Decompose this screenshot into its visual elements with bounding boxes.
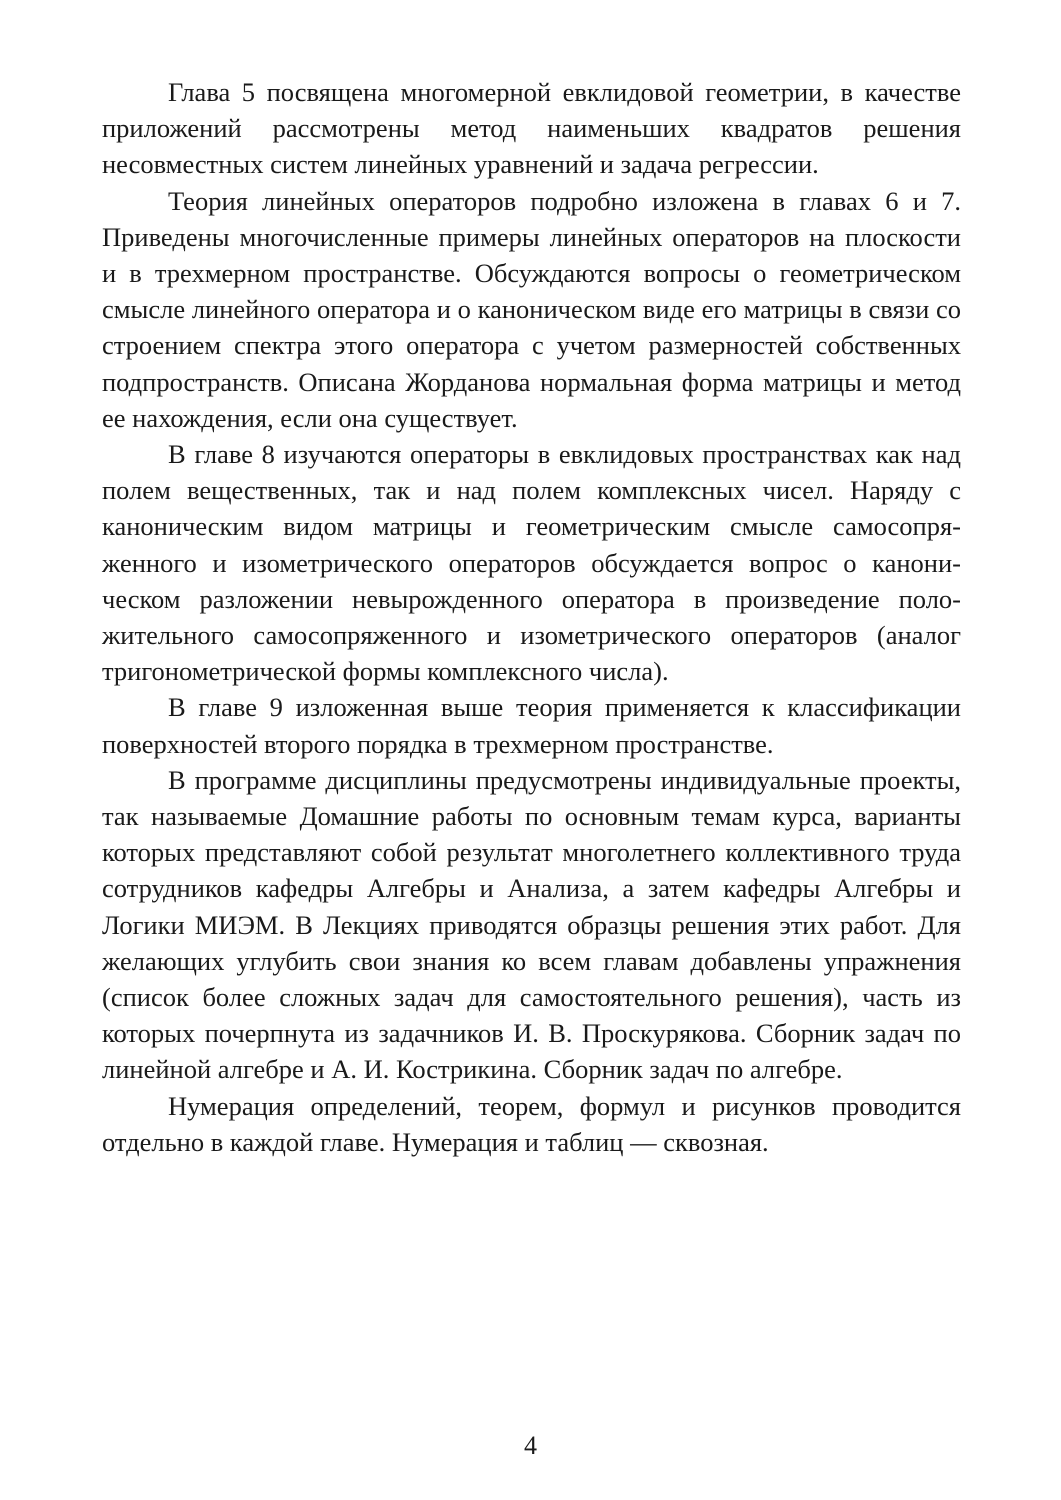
page-number: 4 xyxy=(524,1431,537,1460)
paragraph-chapter-8: В главе 8 изучаются операторы в евклидовых пространствах как над полем вещественных, так и над полем комплексных чисел. Наряду с каноническим видом матрицы и геометрическим смысле самосопряженного и изометрического операторов обсуждается вопрос о каноническом разложении невырожденного оператора в произведение положительного самосопряженного и изометрического операторов (аналог тригонометрической формы комплексного числа). xyxy=(102,439,961,687)
paragraph-chapter-9: В главе 9 изложенная выше теория применяется к классификации поверхностей второго порядка в трехмерном пространстве. xyxy=(102,692,961,759)
paragraph-chapters-6-7: Теория линейных операторов подробно изложена в главах 6 и 7. Приведены многочисленные примеры линейных операторов на плоскости и в трехмерном пространстве. Обсуждаются вопросы о геометрическом смысле линейного оператора и о каноническом виде его матрицы в связи со строением спектра этого оператора с учетом размерностей собственных подпространств. Описана Жорданова нормальная форма матрицы и метод ее нахождения, если она существует. xyxy=(102,185,961,433)
paragraph-chapter-5: Глава 5 посвящена многомерной евклидовой геометрии, в качестве приложений рассмотрены метод наименьших квадратов решения несовместных систем линейных уравнений и задача регрессии. xyxy=(102,77,961,180)
paragraph-numbering: Нумерация определений, теорем, формул и рисунков проводится отдельно в каждой главе. Нумерация и таблиц — сквозная. xyxy=(102,1090,961,1157)
paragraph-homework-projects: В программе дисциплины предусмотрены индивидуальные проекты, так называемые Домашние работы по основным темам курса, варианты которых представляют собой результат многолетнего коллективного труда сотрудников кафедры Алгебры и Анализа, а затем кафедры Алгебры и Логики МИЭМ. В Лекциях приводятся образцы решения этих работ. Для желающих углубить свои знания ко всем главам добавлены упражнения (список более сложных задач для самостоятельного решения), часть из которых почерпнута из задачников И. В. Проскурякова. Сборник задач по линейной алгебре и А. И. Кострикина. Сборник задач по алгебре. xyxy=(102,764,961,1085)
page-body xyxy=(102,74,961,1160)
